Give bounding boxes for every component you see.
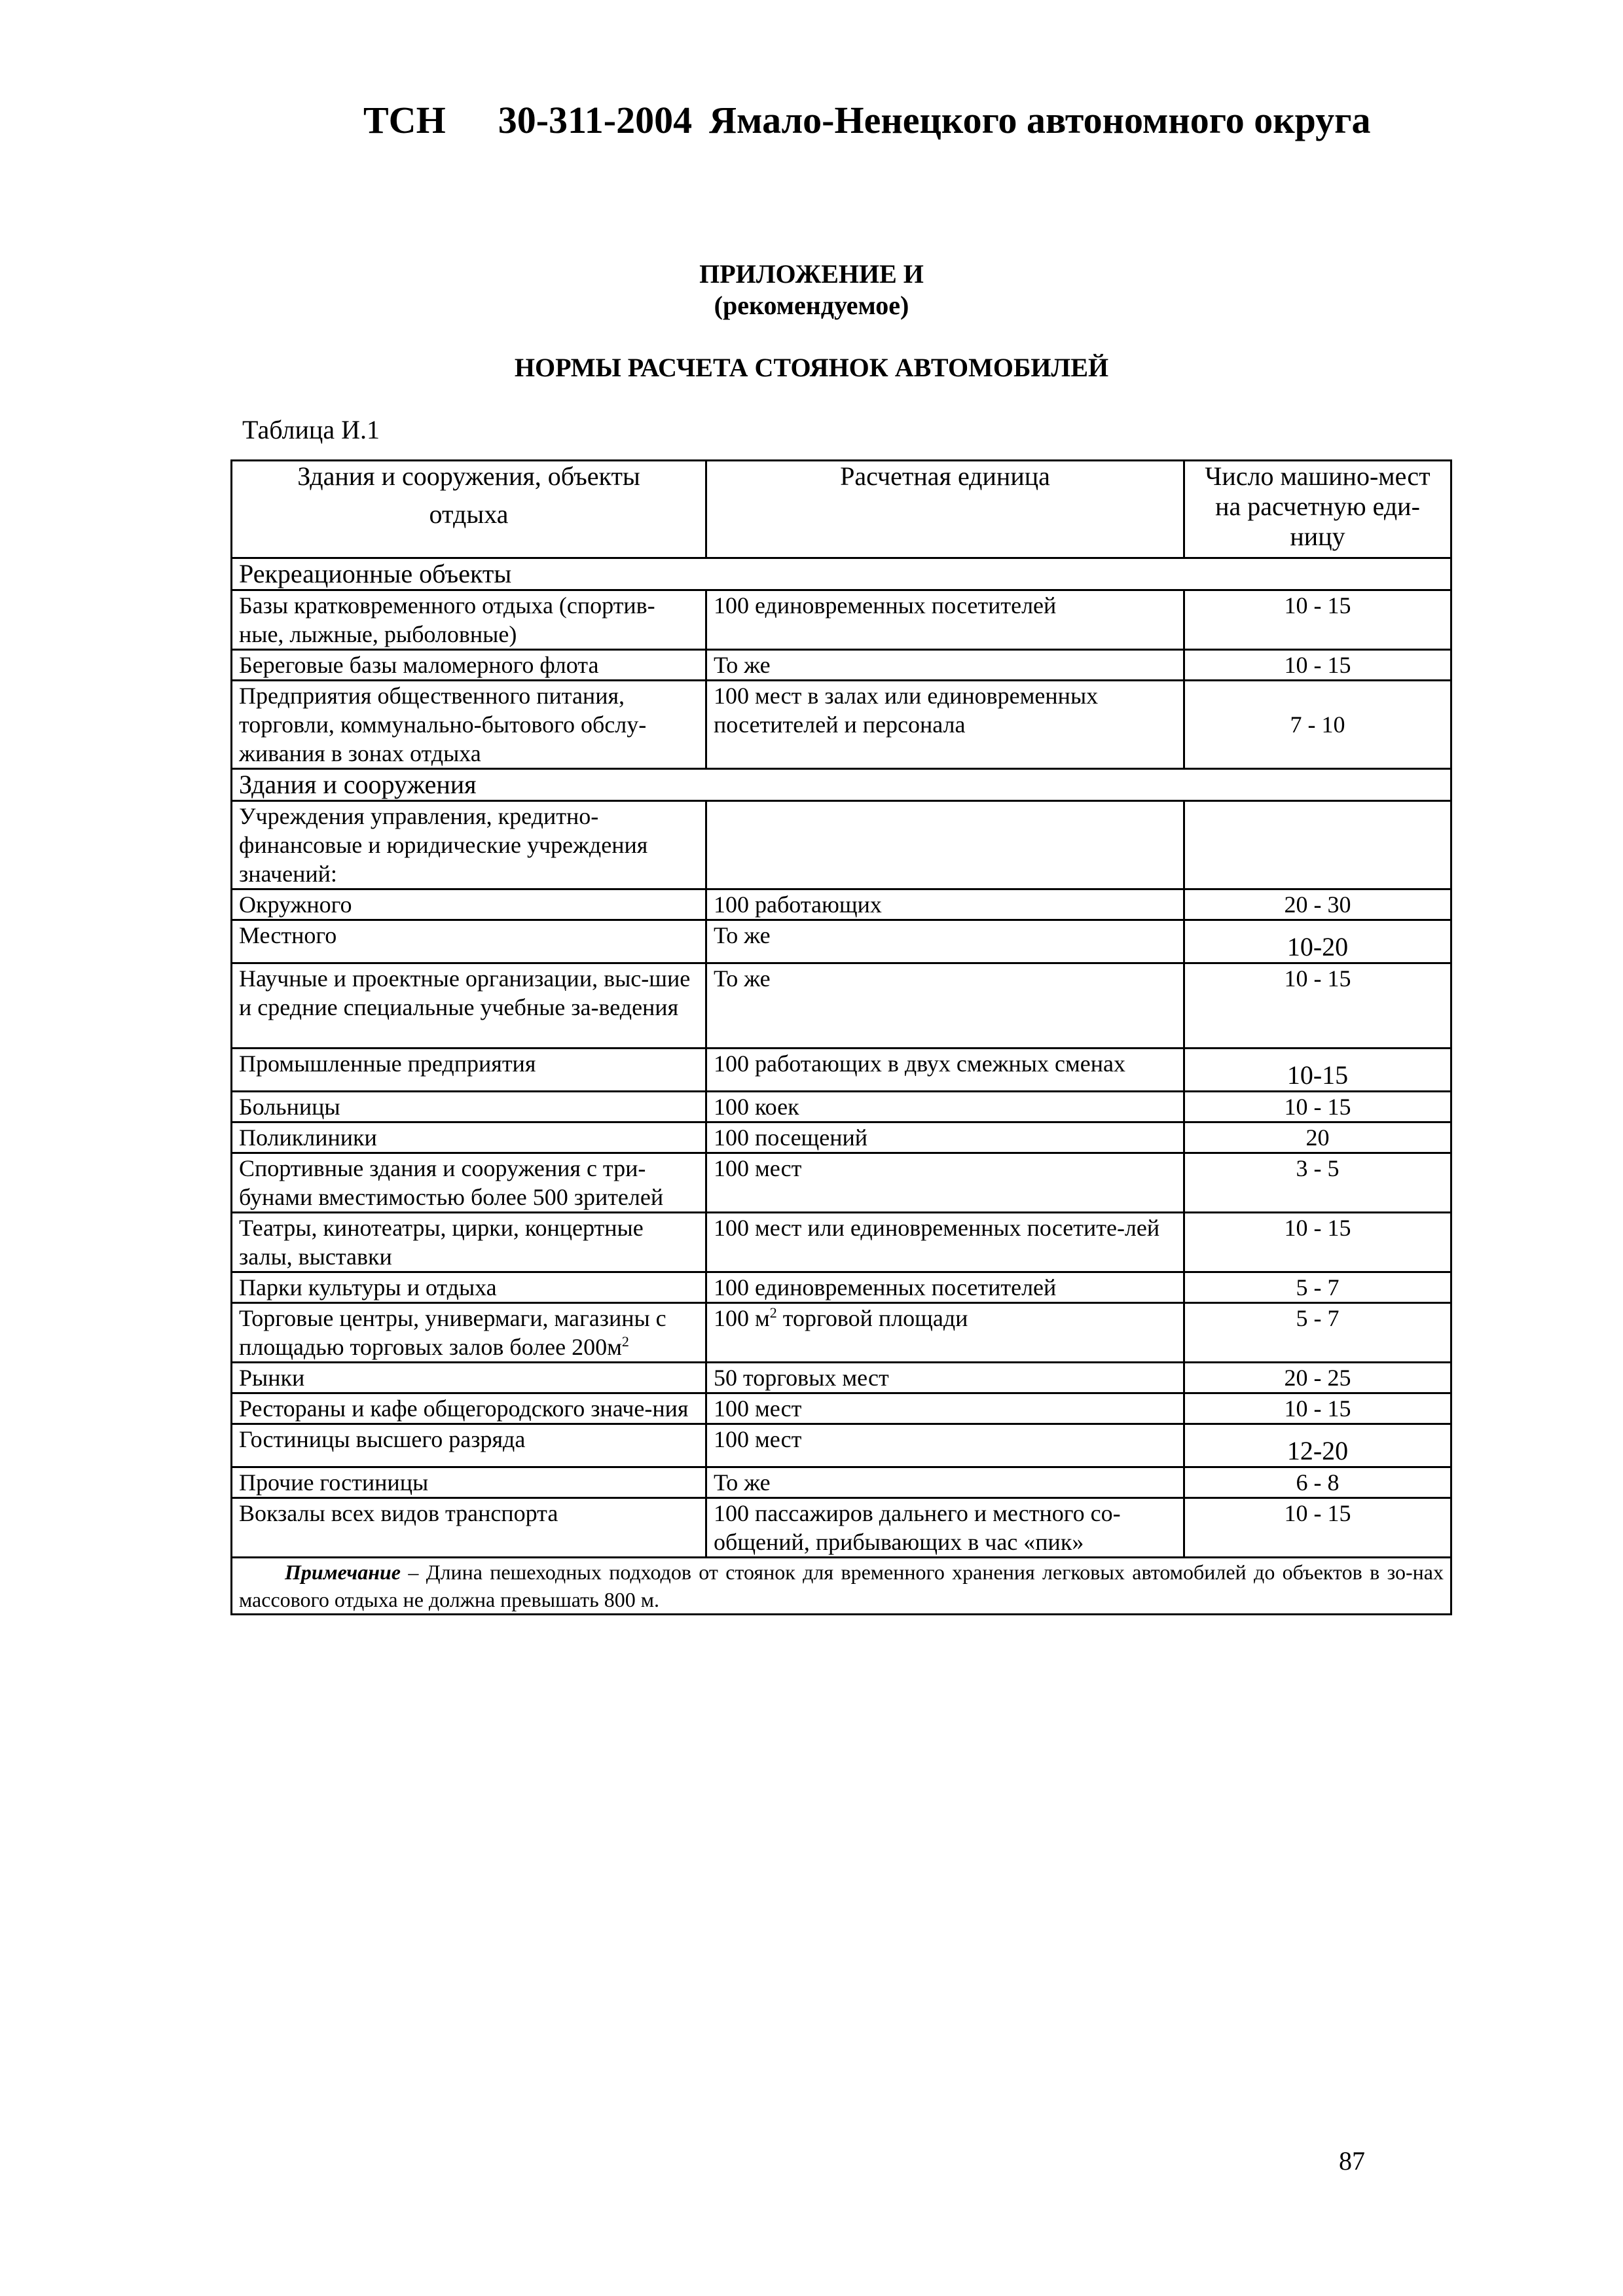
cell-unit: 100 коек [706, 1092, 1184, 1122]
standard-region: Ямало-Ненецкого автономного округа [709, 99, 1371, 141]
cell-value: 20 [1184, 1122, 1451, 1153]
cell-unit: 100 мест [706, 1393, 1184, 1424]
table-row [232, 1467, 1451, 1498]
table-row [232, 681, 1451, 769]
column-header-unit: Расчетная единица [706, 461, 1184, 558]
cell-object: Предприятия общественного питания, торговли, коммунально-бытового обслу-живания в зонах отдыха [232, 681, 706, 769]
appendix-heading: НОРМЫ РАСЧЕТА СТОЯНОК АВТОМОБИЛЕЙ [514, 353, 1109, 382]
cell-object: Научные и проектные организации, выс-шие и средние специальные учебные за-ведения [232, 963, 706, 1049]
cell-unit: То же [706, 963, 1184, 1049]
table-row [232, 1424, 1451, 1467]
cell-value: 10 - 15 [1184, 1498, 1451, 1558]
cell-value: 5 - 7 [1184, 1272, 1451, 1303]
cell-value-text: 12-20 [1286, 1436, 1349, 1465]
appendix-subtitle: (рекомендуемое) [714, 291, 909, 320]
section-row [232, 769, 1451, 801]
table-row [232, 1498, 1451, 1558]
cell-unit: 100 мест [706, 1424, 1184, 1467]
cell-value [1184, 801, 1451, 889]
cell-unit: То же [706, 1467, 1184, 1498]
cell-unit: 100 работающих в двух смежных сменах [706, 1049, 1184, 1092]
table-row [232, 1122, 1451, 1153]
table-note [232, 1558, 1451, 1615]
column-header-object [232, 461, 706, 558]
cell-unit-text: 100 м [714, 1305, 770, 1331]
cell-object: Прочие гостиницы [232, 1467, 706, 1498]
cell-unit: 100 работающих [706, 889, 1184, 920]
table-row [232, 1363, 1451, 1393]
cell-unit: 50 торговых мест [706, 1363, 1184, 1393]
superscript: 2 [769, 1304, 777, 1321]
cell-object: Учреждения управления, кредитно-финансовые и юридические учреждения значений: [232, 801, 706, 889]
cell-unit: 100 единовременных посетителей [706, 590, 1184, 650]
cell-value: 10 - 15 [1184, 1092, 1451, 1122]
cell-object [232, 1303, 706, 1363]
table-row [232, 920, 1451, 963]
cell-object: Местного [232, 920, 706, 963]
cell-value: 20 - 25 [1184, 1363, 1451, 1393]
cell-unit: 100 мест или единовременных посетите-лей [706, 1213, 1184, 1272]
table-row [232, 801, 1451, 889]
cell-object: Вокзалы всех видов транспорта [232, 1498, 706, 1558]
cell-value-text: 10-15 [1286, 1060, 1349, 1090]
cell-value-text: 7 - 10 [1290, 711, 1345, 738]
cell-object: Рестораны и кафе общегородского значе-ния [232, 1393, 706, 1424]
cell-unit: 100 мест [706, 1153, 1184, 1213]
standard-prefix: ТСН [363, 99, 446, 141]
document-header [363, 98, 1370, 142]
cell-unit: 100 мест в залах или единовременных посетителей и персонала [706, 681, 1184, 769]
cell-value: 10 - 15 [1184, 1213, 1451, 1272]
cell-object: Спортивные здания и сооружения с три-бунами вместимостью более 500 зрителей [232, 1153, 706, 1213]
cell-object: Больницы [232, 1092, 706, 1122]
standard-code: 30-311-2004 [498, 99, 693, 141]
cell-object-text: Торговые центры, универмаги, магазины с площадью торговых залов более 200м [239, 1305, 666, 1360]
cell-value [1184, 1424, 1451, 1467]
table-row [232, 1393, 1451, 1424]
cell-object: Базы кратковременного отдыха (спортив-ные, лыжные, рыболовные) [232, 590, 706, 650]
cell-value-text: 10-20 [1286, 932, 1349, 961]
cell-value [1184, 920, 1451, 963]
table-row [232, 1272, 1451, 1303]
cell-value: 10 - 15 [1184, 590, 1451, 650]
table-row [232, 1049, 1451, 1092]
section-buildings: Здания и сооружения [232, 769, 1451, 801]
table-caption: Таблица И.1 [242, 415, 380, 444]
cell-unit [706, 801, 1184, 889]
superscript: 2 [621, 1333, 629, 1350]
cell-unit [706, 1303, 1184, 1363]
table-row [232, 1092, 1451, 1122]
cell-object: Поликлиники [232, 1122, 706, 1153]
table-header-row [232, 461, 1451, 558]
column-header-object-line2: отдыха [429, 499, 509, 529]
cell-unit: 100 посещений [706, 1122, 1184, 1153]
column-header-object-line1: Здания и сооружения, объекты [297, 461, 640, 491]
cell-object: Театры, кинотеатры, цирки, концертные залы, выставки [232, 1213, 706, 1272]
cell-value: 5 - 7 [1184, 1303, 1451, 1363]
appendix-title: ПРИЛОЖЕНИЕ И [699, 259, 924, 289]
cell-value: 10 - 15 [1184, 650, 1451, 681]
cell-object: Береговые базы маломерного флота [232, 650, 706, 681]
cell-value: 6 - 8 [1184, 1467, 1451, 1498]
table-row [232, 889, 1451, 920]
cell-value: 20 - 30 [1184, 889, 1451, 920]
cell-object: Промышленные предприятия [232, 1049, 706, 1092]
cell-unit: То же [706, 650, 1184, 681]
parking-norms-table [230, 459, 1452, 1615]
page-number: 87 [1339, 2146, 1365, 2176]
cell-unit: 100 единовременных посетителей [706, 1272, 1184, 1303]
note-row [232, 1558, 1451, 1615]
table-row [232, 590, 1451, 650]
table-row [232, 1213, 1451, 1272]
note-text: – Длина пешеходных подходов от стоянок для временного хранения легковых автомобилей до объектов в зо-нах массового отдыха не должна превышать 800 м. [239, 1560, 1444, 1611]
cell-unit: То же [706, 920, 1184, 963]
table-row [232, 1153, 1451, 1213]
table-row [232, 963, 1451, 1049]
column-header-spaces: Число машино-мест на расчетную еди-ницу [1184, 461, 1451, 558]
cell-object: Рынки [232, 1363, 706, 1393]
cell-object: Гостиницы высшего разряда [232, 1424, 706, 1467]
cell-value: 10 - 15 [1184, 1393, 1451, 1424]
cell-unit-rest: торговой площади [776, 1305, 968, 1331]
cell-object: Парки культуры и отдыха [232, 1272, 706, 1303]
table-row [232, 1303, 1451, 1363]
section-row [232, 558, 1451, 590]
cell-value [1184, 681, 1451, 769]
note-label: Примечание [285, 1560, 401, 1584]
cell-value: 3 - 5 [1184, 1153, 1451, 1213]
cell-unit: 100 пассажиров дальнего и местного со-общений, прибывающих в час «пик» [706, 1498, 1184, 1558]
cell-object: Окружного [232, 889, 706, 920]
table-row [232, 650, 1451, 681]
cell-value [1184, 1049, 1451, 1092]
section-recreation: Рекреационные объекты [232, 558, 1451, 590]
cell-value: 10 - 15 [1184, 963, 1451, 1049]
